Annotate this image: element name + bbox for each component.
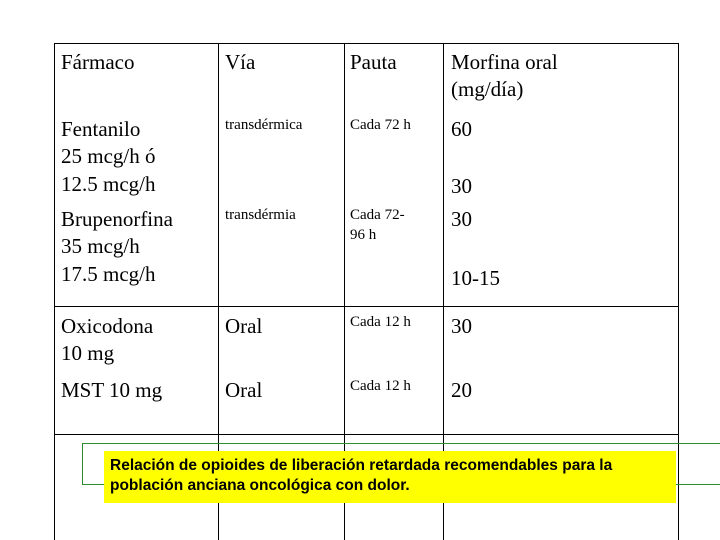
header-pauta: Pauta — [350, 50, 397, 74]
row-mst-pauta: Cada 12 h — [350, 378, 411, 394]
row-brupenorfina-morfina-2: 10-15 — [451, 266, 500, 290]
row-oxicodona-via: Oral — [225, 314, 263, 338]
table-top-border — [54, 43, 678, 44]
header-via: Vía — [225, 50, 256, 74]
row-mst-via: Oral — [225, 378, 263, 402]
row-brupenorfina-morfina-1: 30 — [451, 207, 472, 231]
row-oxicodona-pauta: Cada 12 h — [350, 314, 411, 330]
table-bottom-border — [54, 434, 678, 435]
row-brupenorfina-farmaco: Brupenorfina 35 mcg/h 17.5 mcg/h — [61, 207, 173, 286]
header-farmaco: Fármaco — [61, 50, 135, 74]
row-mst-farmaco: MST 10 mg — [61, 378, 163, 402]
header-morfina-oral: Morfina oral (mg/día) — [451, 50, 558, 102]
row-oxicodona-farmaco: Oxicodona 10 mg — [61, 314, 154, 366]
row-oxicodona-morfina-1: 30 — [451, 314, 472, 338]
row-fentanilo-morfina-1: 60 — [451, 117, 472, 141]
row-fentanilo-via: transdérmica — [225, 117, 303, 133]
row-fentanilo-morfina-2: 30 — [451, 174, 472, 198]
row-brupenorfina-pauta: Cada 72- 96 h — [350, 207, 405, 243]
row-fentanilo-farmaco: Fentanilo 25 mcg/h ó 12.5 mcg/h — [61, 117, 156, 196]
row-fentanilo-pauta: Cada 72 h — [350, 117, 411, 133]
table-row-divider — [54, 306, 678, 307]
row-mst-morfina-1: 20 — [451, 378, 472, 402]
row-brupenorfina-via: transdérmia — [225, 207, 296, 223]
table-left-border — [54, 43, 55, 540]
caption-note: Relación de opioides de liberación retardada recomendables para la población anciana oncológica con dolor. — [104, 451, 676, 503]
